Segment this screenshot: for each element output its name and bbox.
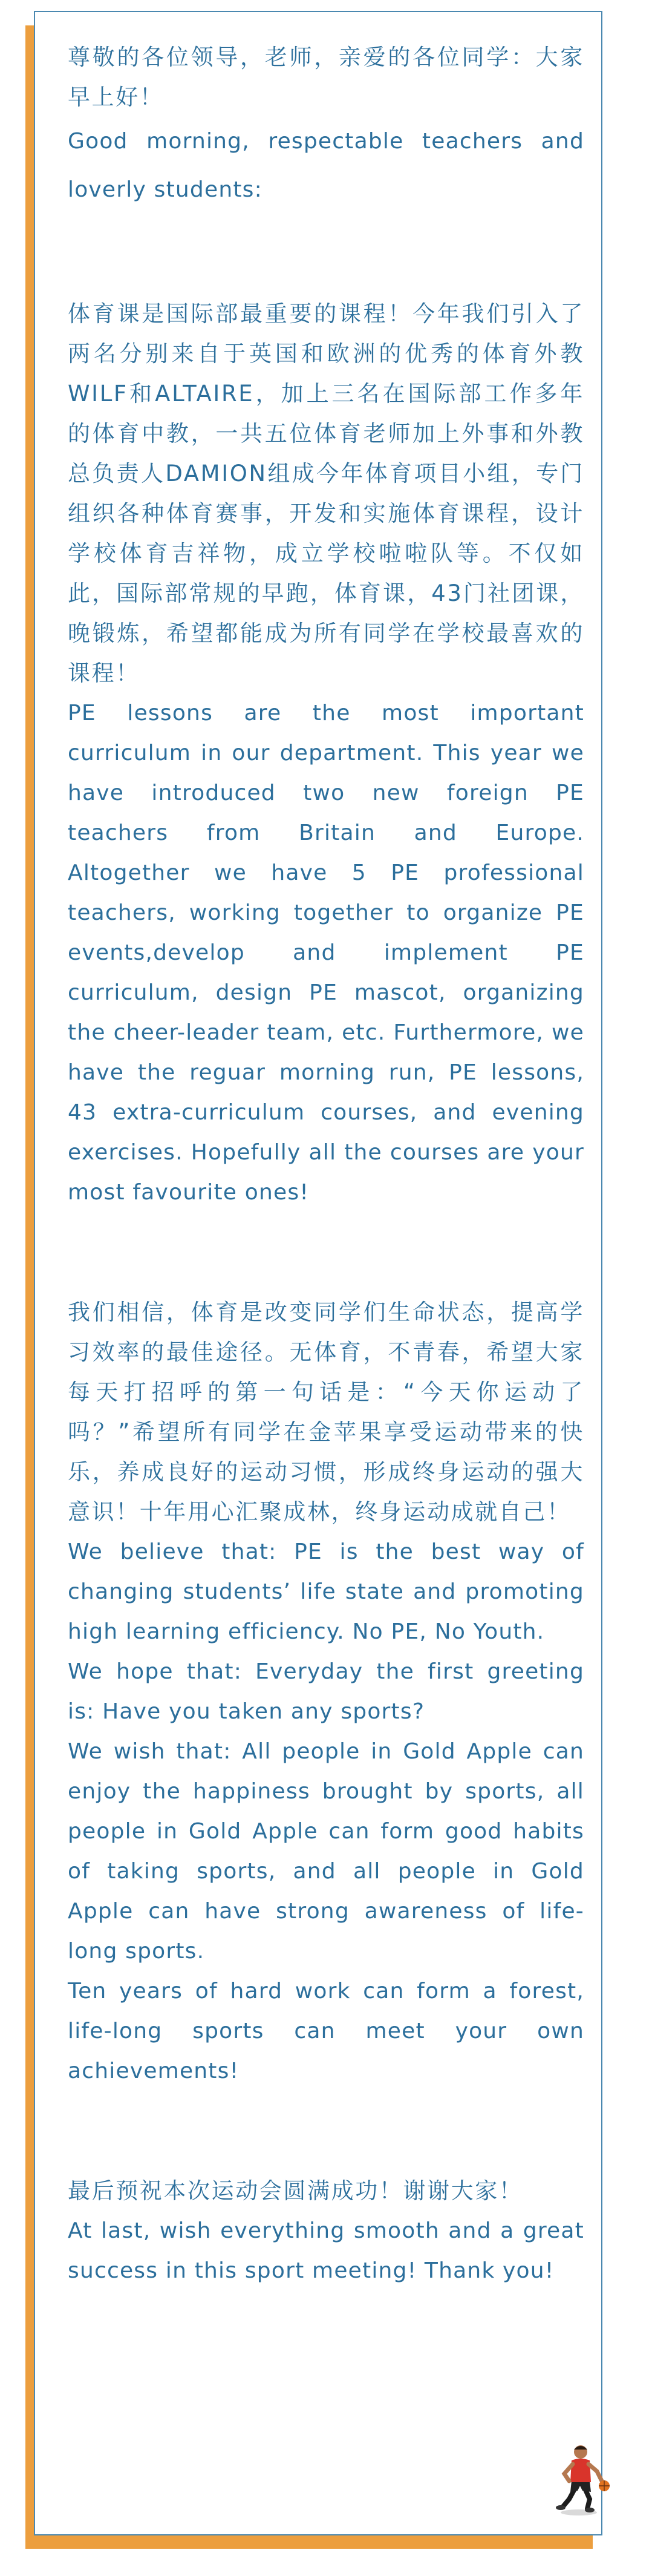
belief-zh: 我们相信，体育是改变同学们生命状态，提高学习效率的最佳途径。无体育，不青春，希望大家每天打招呼的第一句话是：“今天你运动了吗？”希望所有同学在金苹果享受运动带来的快乐，养成良好的运动习惯，形成终身运动的强大意识！十年用心汇聚成林，终身运动成就自己！ — [68, 1299, 584, 1525]
section-spacer — [68, 214, 584, 294]
closing-en: At last, wish everything smooth and a great success in this sport meeting! Thank you! — [68, 2218, 584, 2283]
section-spacer — [68, 2091, 584, 2171]
section-spacer — [68, 1213, 584, 1293]
belief-en: We believe that: PE is the best way of changing students’ life state and promoting high learning efficiency. No PE, No Youth. — [68, 1539, 584, 1644]
wish-en: We wish that: All people in Gold Apple can enjoy the happiness brought by sports, all people in Gold Apple can form good habits of taking sports, and all people in Gold Apple can have strong awareness of life-long sports. — [68, 1739, 584, 1964]
ten-years-en: Ten years of hard work can form a forest, life-long sports can meet your own achievements! — [68, 1979, 584, 2083]
closing-zh: 最后预祝本次运动会圆满成功！谢谢大家！ — [68, 2178, 523, 2204]
article-content — [68, 38, 584, 2291]
hope-en: We hope that: Everyday the first greeting is: Have you taken any sports? — [68, 1659, 584, 1724]
greeting-zh: 尊敬的各位领导，老师，亲爱的各位同学：大家早上好！ — [68, 44, 584, 110]
basketball-player-icon — [547, 2439, 614, 2517]
greeting-en: Good morning, respectable teachers and loverly students: — [68, 129, 584, 202]
pe-intro-en: PE lessons are the most important curriculum in our department. This year we have introduced two new foreign PE teachers from Britain and Europe. Altogether we have 5 PE professional teachers, working together to organize PE events,develop and implement PE curriculum, design PE mascot, organizing the cheer-leader team, etc. Furthermore, we have the reguar morning run, PE lessons, 43 extra-curriculum courses, and evening exercises. Hopefully all the courses are your most favourite ones! — [68, 701, 584, 1205]
pe-intro-zh: 体育课是国际部最重要的课程！今年我们引入了两名分别来自于英国和欧洲的优秀的体育外教WILF和ALTAIRE，加上三名在国际部工作多年的体育中教，一共五位体育老师加上外事和外教总负责人DAMION组成今年体育项目小组，专门组织各种体育赛事，开发和实施体育课程，设计学校体育吉祥物，成立学校啦啦队等。不仅如此，国际部常规的早跑，体育课，43门社团课，晚锻炼，希望都能成为所有同学在学校最喜欢的课程！ — [68, 301, 584, 686]
